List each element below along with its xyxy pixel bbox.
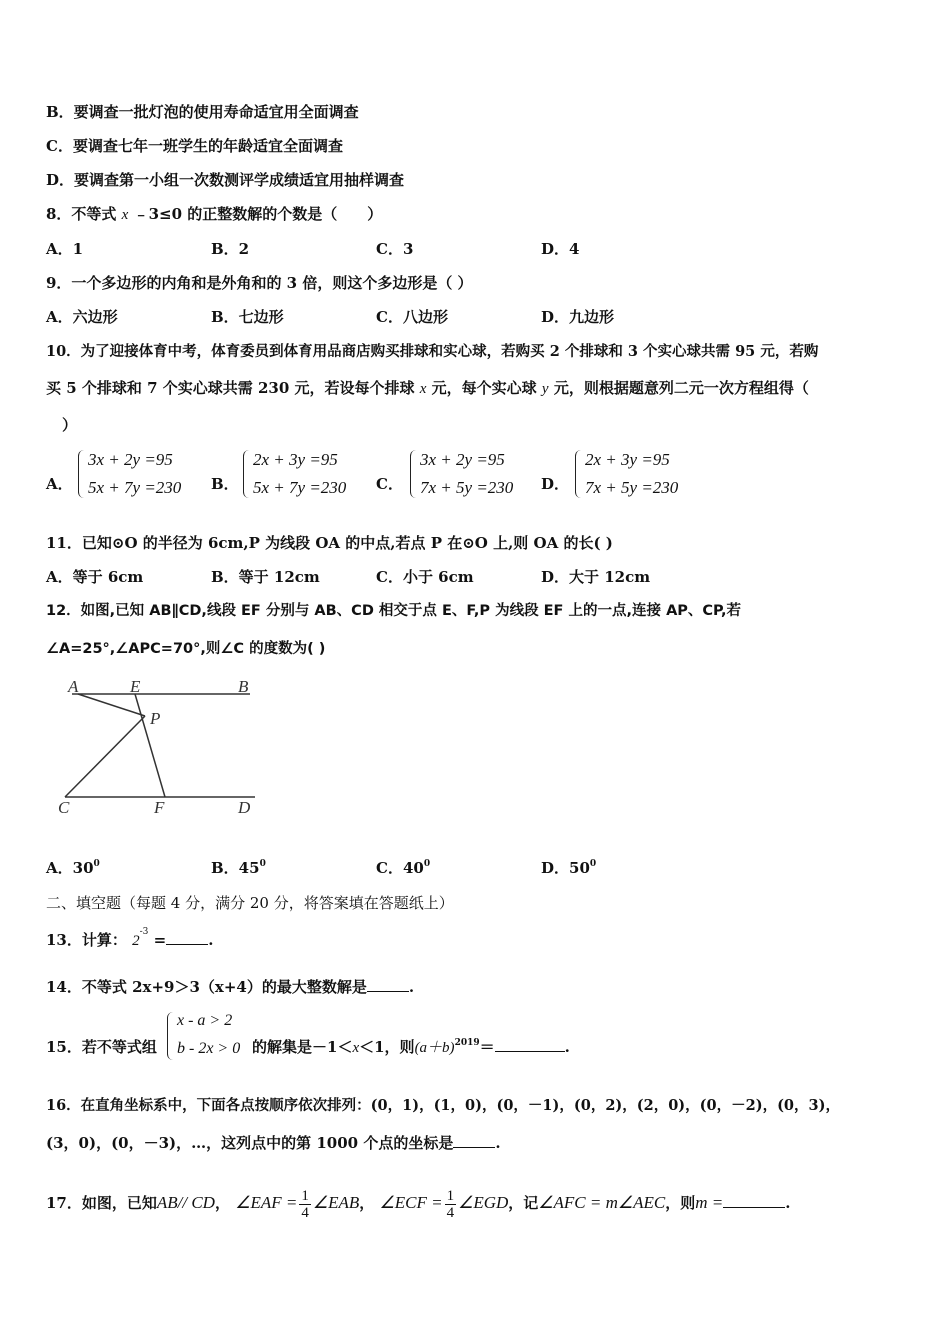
q10-line2-b: 元，每个实心球 — [431, 379, 537, 397]
q10-a-eq2: 5x + 7y =230 — [88, 478, 182, 497]
q8-option-c: C．3 — [376, 240, 414, 258]
label-e: E — [130, 677, 141, 696]
q17-egd: ∠EGD — [458, 1193, 509, 1212]
q17-eaf: ∠EAF = — [235, 1193, 298, 1212]
q11-option-c: C．小于 6cm — [376, 568, 474, 586]
q10-option-a-label: A． — [46, 475, 73, 493]
q7-option-c: C．要调查七年一班学生的年龄适宜全面调查 — [46, 137, 343, 155]
q17-end: . — [785, 1194, 791, 1212]
q10-c-eq2: 7x + 5y =230 — [420, 478, 514, 497]
q12-stem-line1: 12．如图,已知 AB∥CD,线段 EF 分别与 AB、CD 相交于点 E、F,P 为线段 EF 上的一点,连接 AP、CP,若 — [46, 603, 742, 619]
q12-b-text: B．45 — [211, 859, 260, 877]
q16-blank[interactable] — [453, 1133, 495, 1148]
q15-blank[interactable] — [495, 1037, 565, 1052]
brace — [243, 450, 252, 498]
q10-a-eq1: 3x + 2y =95 — [88, 450, 173, 469]
q16-end: . — [495, 1134, 501, 1152]
q8-option-a: A．1 — [46, 240, 84, 258]
q15-end: . — [564, 1038, 570, 1056]
q12-option-b — [211, 858, 266, 878]
q12-c-text: C．40 — [376, 859, 424, 877]
q17-m: m = — [695, 1193, 724, 1212]
segment-pc — [65, 716, 145, 797]
q14-blank[interactable] — [367, 977, 409, 992]
q9-option-b: B．七边形 — [211, 308, 284, 326]
q11-stem: 11．已知⊙O 的半径为 6cm,P 为线段 OA 的中点,若点 P 在⊙O 上,则 OA 的长( ) — [46, 534, 613, 552]
q17-pre: 17．如图，已知 — [46, 1194, 157, 1212]
degree-sup: 0 — [93, 859, 100, 869]
q17 — [46, 1184, 790, 1222]
brace — [575, 450, 584, 498]
q17-then: ，则 — [665, 1194, 696, 1212]
q7-option-b: B．要调查一批灯泡的使用寿命适宜用全面调查 — [46, 103, 359, 121]
q10-line2-c: 元，则根据题意列二元一次方程组得（ — [553, 379, 809, 397]
q12-figure — [50, 672, 280, 822]
q10-d-eq2: 7x + 5y =230 — [585, 478, 679, 497]
q10-stem-line3: ） — [62, 416, 78, 434]
q10-b-eq2: 5x + 7y =230 — [253, 478, 347, 497]
q10-option-d-label: D． — [541, 475, 570, 493]
q14-end: . — [408, 978, 415, 996]
q17-blank[interactable] — [723, 1193, 785, 1208]
q12-d-text: D．50 — [541, 859, 590, 877]
q9-stem: 9．一个多边形的内角和是外角和的 3 倍，则这个多边形是（ ） — [46, 274, 473, 292]
q17-eab: ∠EAB — [312, 1193, 360, 1212]
q9-option-a: A．六边形 — [46, 308, 118, 326]
q15-post: ＝ — [479, 1038, 495, 1056]
q10-stem-line2 — [46, 378, 809, 399]
q17-ab-cd: AB// CD — [156, 1193, 215, 1212]
q8-option-d: D．4 — [541, 240, 580, 258]
q10-option-c-label: C． — [376, 475, 403, 493]
label-c: C — [58, 798, 70, 817]
q8-var: x — [121, 207, 129, 223]
q12-a-text: A．30 — [46, 859, 94, 877]
q17-ecf: ∠ECF = — [379, 1193, 443, 1212]
q10-stem-line1: 10．为了迎接体育中考，体育委员到体育用品商店购买排球和实心球，若购买 2 个排球和 3 个实心球共需 95 元，若购 — [46, 343, 819, 360]
q17-comma3: ，记 — [508, 1194, 539, 1212]
section2-heading: 二、填空题（每题 4 分，满分 20 分，将答案填在答题纸上） — [46, 894, 454, 912]
label-p: P — [150, 709, 161, 728]
q14-stem: 14．不等式 2x+9＞3（x+4）的最大整数解是 — [46, 978, 367, 996]
q8-stem — [46, 204, 382, 225]
q17-den2: 4 — [446, 1204, 455, 1221]
q15-eq2: b - 2x > 0 — [177, 1040, 241, 1057]
q13-equals: = — [153, 931, 167, 949]
q8-stem-post: ﹣3≤0 的正整数解的个数是（ ） — [133, 205, 383, 223]
q10-b-eq1: 2x + 3y =95 — [253, 450, 338, 469]
q9-option-d: D．九边形 — [541, 308, 615, 326]
q15-pre: 15．若不等式组 — [46, 1038, 157, 1056]
label-f: F — [154, 798, 165, 817]
q15-expr: (a＋b) — [414, 1040, 455, 1056]
q15-mid: 的解集是－1＜ — [252, 1038, 353, 1056]
q17-num1: 1 — [301, 1187, 309, 1204]
segment-ap — [78, 694, 145, 716]
q13-end: . — [208, 931, 214, 949]
q15-exp: 2019 — [454, 1038, 480, 1048]
brace — [167, 1012, 176, 1060]
q8-option-b: B．2 — [211, 240, 250, 258]
q8-stem-pre: 8．不等式 — [46, 205, 117, 223]
q10-c-eq1: 3x + 2y =95 — [420, 450, 505, 469]
q17-comma1: ， — [214, 1194, 230, 1212]
q12-option-d — [541, 858, 596, 878]
brace — [78, 450, 87, 498]
q17-afc: ∠AFC = m∠AEC — [538, 1193, 666, 1212]
q9-option-c: C．八边形 — [376, 308, 448, 326]
q12-option-c — [376, 858, 430, 878]
q15-rest — [252, 1037, 570, 1058]
label-b: B — [238, 677, 249, 696]
q10-line2-a: 买 5 个排球和 7 个实心球共需 230 元，若设每个排球 — [46, 379, 415, 397]
q14 — [46, 977, 414, 997]
q15-var: x — [352, 1040, 360, 1056]
q13-pre: 13．计算： — [46, 931, 127, 949]
label-d: D — [238, 798, 251, 817]
q11-option-b: B．等于 12cm — [211, 568, 320, 586]
q15-eq1: x - a > 2 — [177, 1012, 233, 1029]
q17-num2: 1 — [446, 1187, 455, 1204]
q13-exp: -3 — [139, 927, 149, 937]
degree-sup: 0 — [589, 859, 597, 869]
q10-d-eq1: 2x + 3y =95 — [585, 450, 670, 469]
q15-mid2: ＜1，则 — [359, 1038, 415, 1056]
brace — [410, 450, 419, 498]
q13-base: 2 — [132, 933, 140, 949]
q16-line2-text: (3，0)，(0，－3)，…，这列点中的第 1000 个点的坐标是 — [46, 1134, 454, 1152]
degree-sup: 0 — [423, 859, 431, 869]
q12-option-a — [46, 858, 100, 878]
fraction-quarter — [445, 1188, 457, 1221]
q17-comma2: ， — [359, 1194, 375, 1212]
q10-var-x: x — [419, 381, 427, 397]
q16-line2 — [46, 1133, 501, 1153]
q13-blank[interactable] — [166, 930, 208, 945]
q13 — [46, 927, 214, 951]
q11-option-d: D．大于 12cm — [541, 568, 651, 586]
q7-option-d: D．要调查第一小组一次数测评学成绩适宜用抽样调查 — [46, 171, 405, 189]
label-a: A — [68, 677, 79, 696]
q17-den1: 4 — [301, 1204, 309, 1221]
q16-line1: 16．在直角坐标系中，下面各点按顺序依次排列：(0，1)，(1，0)，(0，－1)，(0，2)，(2，0)，(0，－2)，(0，3)， — [46, 1097, 840, 1114]
degree-sup: 0 — [259, 859, 266, 869]
q10-var-y: y — [541, 381, 549, 397]
q12-stem-line2: ∠A=25°,∠APC=70°,则∠C 的度数为( ) — [46, 641, 326, 657]
q10-option-b-label: B． — [211, 475, 239, 493]
q11-option-a: A．等于 6cm — [46, 568, 144, 586]
fraction-quarter — [299, 1188, 311, 1221]
